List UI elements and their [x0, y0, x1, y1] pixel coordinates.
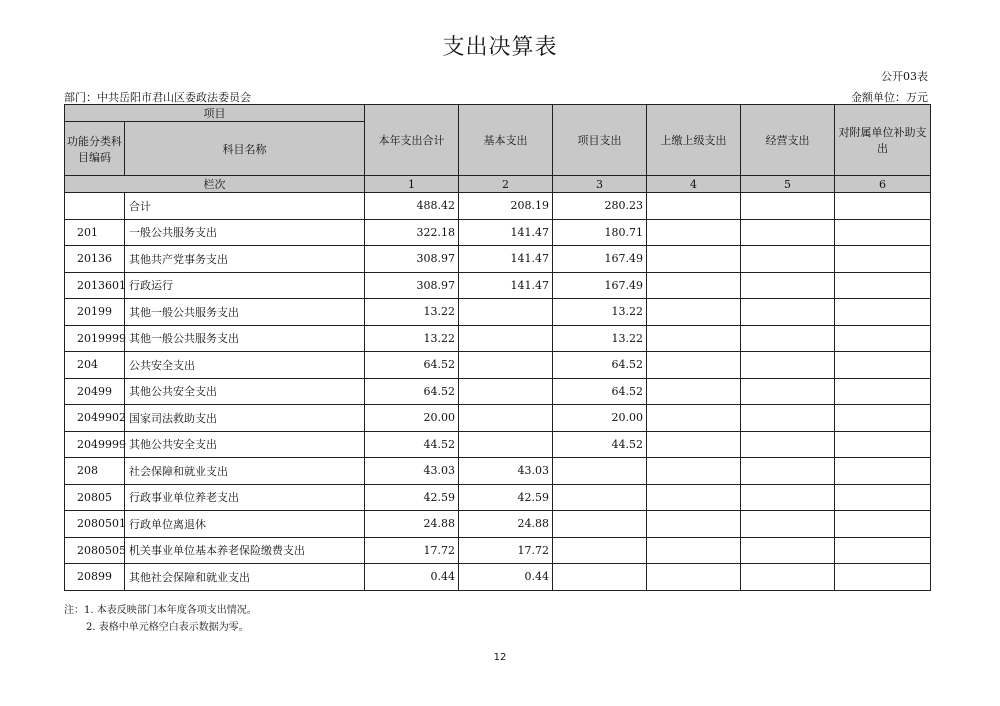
table-row: [65, 431, 931, 458]
cell-subject-name: 行政运行: [125, 272, 365, 299]
cell-business: [741, 484, 835, 511]
cell-subsidy: [835, 458, 931, 485]
cell-project: 64.52: [553, 352, 647, 379]
cell-subsidy: [835, 378, 931, 405]
cell-subsidy: [835, 272, 931, 299]
cell-subject-name: 社会保障和就业支出: [125, 458, 365, 485]
table-row: [65, 537, 931, 564]
cell-total: 64.52: [365, 352, 459, 379]
cell-upper: [647, 405, 741, 432]
cell-code: 2013601: [65, 272, 125, 299]
cell-basic: 141.47: [459, 219, 553, 246]
table-row: [65, 219, 931, 246]
cell-project: 167.49: [553, 246, 647, 273]
cell-project: 13.22: [553, 325, 647, 352]
cell-subsidy: [835, 484, 931, 511]
cell-subject-name: 一般公共服务支出: [125, 219, 365, 246]
cell-upper: [647, 299, 741, 326]
cell-subject-name: 机关事业单位基本养老保险缴费支出: [125, 537, 365, 564]
cell-basic: 17.72: [459, 537, 553, 564]
col-index-5: 5: [741, 176, 835, 193]
cell-subject-name: 其他社会保障和就业支出: [125, 564, 365, 591]
cell-total: 13.22: [365, 299, 459, 326]
cell-total: 17.72: [365, 537, 459, 564]
header-total: 本年支出合计: [365, 105, 459, 176]
cell-total: 44.52: [365, 431, 459, 458]
table-row: [65, 564, 931, 591]
cell-subject-name: 行政事业单位养老支出: [125, 484, 365, 511]
cell-total: 308.97: [365, 246, 459, 273]
cell-upper: [647, 484, 741, 511]
cell-upper: [647, 458, 741, 485]
cell-total: 20.00: [365, 405, 459, 432]
cell-business: [741, 564, 835, 591]
cell-upper: [647, 511, 741, 538]
cell-subject-name: 其他一般公共服务支出: [125, 325, 365, 352]
cell-subject-name: 国家司法救助支出: [125, 405, 365, 432]
table-row: [65, 378, 931, 405]
cell-upper: [647, 219, 741, 246]
cell-basic: 24.88: [459, 511, 553, 538]
table-row: [65, 352, 931, 379]
header-subject-name: 科目名称: [125, 122, 365, 176]
cell-project: 13.22: [553, 299, 647, 326]
cell-code: 2080505: [65, 537, 125, 564]
cell-basic: [459, 431, 553, 458]
header-basic: 基本支出: [459, 105, 553, 176]
table-row: [65, 193, 931, 220]
cell-project: 180.71: [553, 219, 647, 246]
header-project-expense: 项目支出: [553, 105, 647, 176]
cell-code: 20805: [65, 484, 125, 511]
cell-total: 13.22: [365, 325, 459, 352]
col-index-2: 2: [459, 176, 553, 193]
cell-subsidy: [835, 511, 931, 538]
cell-code: 2080501: [65, 511, 125, 538]
cell-business: [741, 511, 835, 538]
cell-code: 201: [65, 219, 125, 246]
cell-subsidy: [835, 352, 931, 379]
form-number: 公开03表: [881, 70, 928, 83]
header-upper: 上缴上级支出: [647, 105, 741, 176]
cell-business: [741, 537, 835, 564]
col-index-1: 1: [365, 176, 459, 193]
cell-total: 0.44: [365, 564, 459, 591]
cell-project: [553, 537, 647, 564]
cell-total: 308.97: [365, 272, 459, 299]
cell-business: [741, 219, 835, 246]
page-number: 12: [493, 652, 507, 663]
cell-upper: [647, 378, 741, 405]
cell-subsidy: [835, 325, 931, 352]
cell-subject-name: 其他公共安全支出: [125, 431, 365, 458]
cell-basic: 141.47: [459, 272, 553, 299]
col-index-4: 4: [647, 176, 741, 193]
notes: [64, 602, 257, 636]
cell-subject-name: 其他一般公共服务支出: [125, 299, 365, 326]
amount-unit-label: 金额单位：万元: [851, 91, 928, 104]
cell-code: 20899: [65, 564, 125, 591]
cell-total: 43.03: [365, 458, 459, 485]
cell-upper: [647, 537, 741, 564]
cell-subsidy: [835, 246, 931, 273]
cell-subsidy: [835, 193, 931, 220]
cell-basic: [459, 325, 553, 352]
table-row: [65, 458, 931, 485]
cell-business: [741, 458, 835, 485]
cell-code: 204: [65, 352, 125, 379]
header-business: 经营支出: [741, 105, 835, 176]
expenditure-table: [64, 104, 931, 591]
cell-code: 20136: [65, 246, 125, 273]
cell-business: [741, 352, 835, 379]
cell-project: 280.23: [553, 193, 647, 220]
cell-business: [741, 246, 835, 273]
table-row: [65, 325, 931, 352]
table-row: [65, 246, 931, 273]
cell-subject-name: 合计: [125, 193, 365, 220]
note-1: 注：1. 本表反映部门本年度各项支出情况。: [64, 605, 257, 616]
col-index-6: 6: [835, 176, 931, 193]
table-row: [65, 405, 931, 432]
cell-business: [741, 405, 835, 432]
cell-business: [741, 299, 835, 326]
cell-code: [65, 193, 125, 220]
note-2: 2. 表格中单元格空白表示数据为零。: [86, 622, 249, 633]
cell-subject-name: 公共安全支出: [125, 352, 365, 379]
cell-basic: 42.59: [459, 484, 553, 511]
cell-project: 44.52: [553, 431, 647, 458]
table-row: [65, 484, 931, 511]
cell-subsidy: [835, 431, 931, 458]
cell-business: [741, 272, 835, 299]
cell-basic: 43.03: [459, 458, 553, 485]
cell-basic: [459, 299, 553, 326]
cell-total: 322.18: [365, 219, 459, 246]
page-title: 支出决算表: [442, 35, 558, 60]
cell-project: [553, 511, 647, 538]
cell-subject-name: 行政单位离退休: [125, 511, 365, 538]
cell-basic: [459, 405, 553, 432]
col-index-3: 3: [553, 176, 647, 193]
cell-upper: [647, 246, 741, 273]
cell-business: [741, 378, 835, 405]
cell-subject-name: 其他共产党事务支出: [125, 246, 365, 273]
header-lanci: 栏次: [65, 176, 365, 193]
header-project: 项目: [65, 105, 365, 122]
table-row: [65, 272, 931, 299]
cell-basic: 141.47: [459, 246, 553, 273]
cell-code: 2049999: [65, 431, 125, 458]
cell-subsidy: [835, 299, 931, 326]
cell-code: 208: [65, 458, 125, 485]
department-label: 部门：中共岳阳市君山区委政法委员会: [64, 91, 251, 104]
cell-upper: [647, 564, 741, 591]
cell-total: 488.42: [365, 193, 459, 220]
cell-basic: [459, 352, 553, 379]
table-row: [65, 299, 931, 326]
table-row: [65, 511, 931, 538]
cell-project: 64.52: [553, 378, 647, 405]
cell-code: 2049902: [65, 405, 125, 432]
cell-project: [553, 484, 647, 511]
cell-total: 42.59: [365, 484, 459, 511]
cell-code: 20199: [65, 299, 125, 326]
cell-business: [741, 193, 835, 220]
header-func-code: 功能分类科目编码: [65, 122, 125, 176]
cell-code: 20499: [65, 378, 125, 405]
cell-code: 2019999: [65, 325, 125, 352]
cell-business: [741, 325, 835, 352]
cell-business: [741, 431, 835, 458]
cell-basic: 208.19: [459, 193, 553, 220]
cell-project: 20.00: [553, 405, 647, 432]
cell-upper: [647, 193, 741, 220]
header-subsidy: 对附属单位补助支出: [835, 105, 931, 176]
cell-total: 24.88: [365, 511, 459, 538]
cell-subsidy: [835, 564, 931, 591]
cell-total: 64.52: [365, 378, 459, 405]
cell-project: 167.49: [553, 272, 647, 299]
cell-subject-name: 其他公共安全支出: [125, 378, 365, 405]
cell-project: [553, 458, 647, 485]
cell-upper: [647, 325, 741, 352]
cell-upper: [647, 272, 741, 299]
cell-upper: [647, 431, 741, 458]
cell-subsidy: [835, 537, 931, 564]
cell-project: [553, 564, 647, 591]
cell-subsidy: [835, 219, 931, 246]
cell-upper: [647, 352, 741, 379]
cell-basic: [459, 378, 553, 405]
cell-basic: 0.44: [459, 564, 553, 591]
cell-subsidy: [835, 405, 931, 432]
